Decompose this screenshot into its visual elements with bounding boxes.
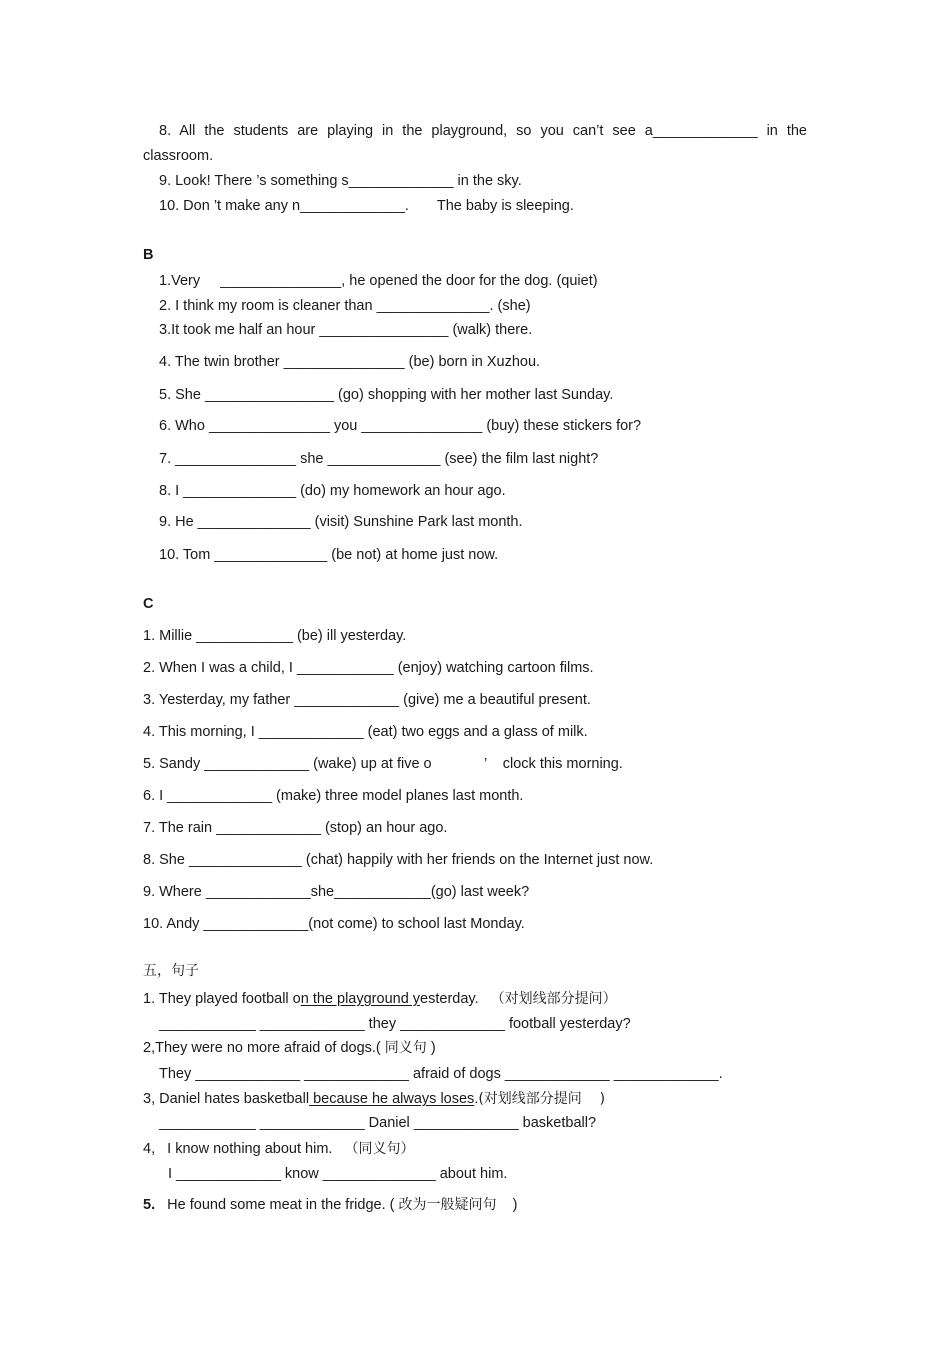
- sentence-3-post: .: [474, 1091, 479, 1107]
- sentence-3: [143, 1090, 605, 1108]
- sentence-1-post: esterday.: [420, 991, 479, 1007]
- sentence-3-answer: ____________ _____________ Daniel _____________ basketball?: [159, 1115, 597, 1131]
- part-b-item-9: 9. He ______________ (visit) Sunshine Park last month.: [159, 514, 523, 530]
- sentence-3-note: (对划线部分提问 ): [478, 1091, 606, 1107]
- part-b-item-2: 2. I think my room is cleaner than ______________. (she): [159, 298, 531, 314]
- part-b-item-10: 10. Tom ______________ (be not) at home just now.: [159, 547, 499, 563]
- sentence-2-end: ): [426, 1040, 436, 1056]
- sentence-2-note: 同义句: [384, 1040, 427, 1056]
- sentence-1: [143, 990, 617, 1008]
- sentence-2: [143, 1039, 436, 1057]
- part-c-item-9: 9. Where _____________she____________(go) last week?: [143, 884, 530, 900]
- part-5-heading: 五，句子: [143, 963, 199, 979]
- part-a-q8-line2: classroom.: [143, 148, 214, 164]
- sentence-5-end: ): [496, 1197, 518, 1213]
- sentence-1-answer: ____________ _____________ they _____________ football yesterday?: [159, 1016, 631, 1032]
- part-a-q8-line1: 8. All the students are playing in the playground, so you can’t see a_____________ in the: [159, 123, 807, 139]
- sentence-1-pre: 1. They played football o: [143, 991, 301, 1007]
- part-c-item-5: 5. Sandy _____________ (wake) up at five o ’ clock this morning.: [143, 756, 623, 772]
- part-b-item-7: 7. _______________ she ______________ (see) the film last night?: [159, 451, 599, 467]
- part-c-item-7: 7. The rain _____________ (stop) an hour ago.: [143, 820, 448, 836]
- part-b-item-4: 4. The twin brother _______________ (be) born in Xuzhou.: [159, 354, 541, 370]
- sentence-5-prompt: He found some meat in the fridge. (: [155, 1197, 399, 1213]
- sentence-5-number: 5.: [143, 1197, 156, 1213]
- part-c-item-3: 3. Yesterday, my father _____________ (give) me a beautiful present.: [143, 692, 591, 708]
- sentence-1-underlined: n the playground y: [300, 991, 421, 1007]
- part-b-item-8: 8. I ______________ (do) my homework an hour ago.: [159, 483, 506, 499]
- part-c-heading: C: [143, 596, 154, 612]
- sentence-4-prompt: 4, I know nothing about him.: [143, 1141, 345, 1157]
- sentence-4-answer: I _____________ know ______________ about him.: [168, 1166, 508, 1182]
- sentence-1-note: （对划线部分提问）: [490, 991, 617, 1007]
- sentence-5: [143, 1196, 517, 1214]
- sentence-2-prompt: 2,They were no more afraid of dogs.(: [143, 1040, 385, 1056]
- sentence-2-answer: They _____________ _____________ afraid of dogs _____________ _____________.: [159, 1066, 723, 1082]
- part-a-q9: 9. Look! There ’s something s_____________ in the sky.: [159, 173, 522, 189]
- part-c-item-1: 1. Millie ____________ (be) ill yesterday.: [143, 628, 407, 644]
- part-c-item-10: 10. Andy _____________(not come) to school last Monday.: [143, 916, 525, 932]
- part-b-item-1: 1.Very _______________, he opened the door for the dog. (quiet): [159, 273, 598, 289]
- part-b-item-6: 6. Who _______________ you _______________ (buy) these stickers for?: [159, 418, 642, 434]
- part-b-heading: B: [143, 247, 154, 263]
- part-c-item-6: 6. I _____________ (make) three model planes last month.: [143, 788, 524, 804]
- sentence-3-underlined: because he always loses: [309, 1091, 475, 1107]
- sentence-5-note: 改为一般疑问句: [398, 1197, 497, 1213]
- sentence-4-note: （同义句）: [344, 1141, 415, 1157]
- sentence-4: [143, 1140, 415, 1158]
- part-c-item-4: 4. This morning, I _____________ (eat) two eggs and a glass of milk.: [143, 724, 588, 740]
- part-a-q10: 10. Don ’t make any n_____________. The baby is sleeping.: [159, 198, 574, 214]
- part-c-item-2: 2. When I was a child, I ____________ (enjoy) watching cartoon films.: [143, 660, 594, 676]
- part-c-item-8: 8. She ______________ (chat) happily with her friends on the Internet just now.: [143, 852, 654, 868]
- part-b-item-3: 3.It took me half an hour ________________ (walk) there.: [159, 322, 533, 338]
- part-b-item-5: 5. She ________________ (go) shopping with her mother last Sunday.: [159, 387, 614, 403]
- sentence-3-pre: 3, Daniel hates basketball: [143, 1091, 310, 1107]
